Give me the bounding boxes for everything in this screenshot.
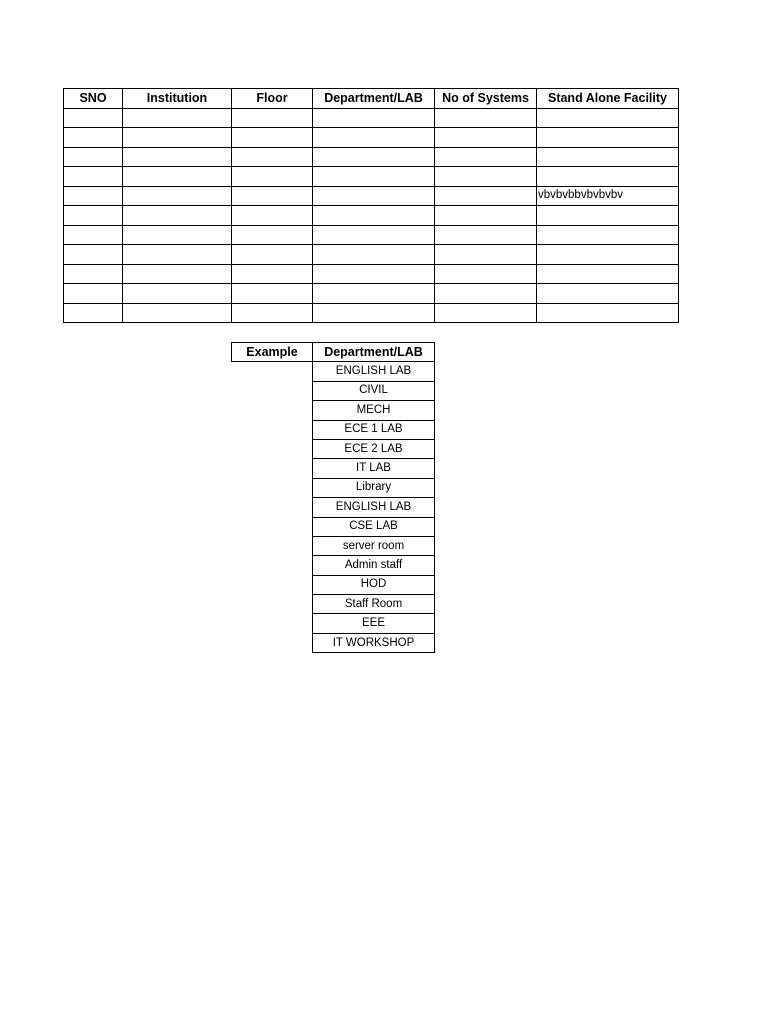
cell-department-lab[interactable] xyxy=(313,264,435,284)
cell-institution[interactable] xyxy=(123,167,232,187)
cell-no-of-systems[interactable] xyxy=(435,147,537,167)
cell-stand-alone-facility[interactable] xyxy=(537,147,679,167)
example-row xyxy=(232,498,435,517)
example-blank-cell xyxy=(232,614,313,633)
cell-floor[interactable] xyxy=(232,225,313,245)
cell-sno[interactable] xyxy=(64,245,123,265)
example-blank-cell xyxy=(232,478,313,497)
example-department-item: CSE LAB xyxy=(313,517,435,536)
cell-stand-alone-facility[interactable]: vbvbvbbvbvbvbv xyxy=(537,186,679,206)
example-blank-cell xyxy=(232,420,313,439)
example-row xyxy=(232,595,435,614)
example-row xyxy=(232,536,435,555)
cell-department-lab[interactable] xyxy=(313,108,435,128)
example-blank-cell xyxy=(232,459,313,478)
example-department-item: MECH xyxy=(313,401,435,420)
example-row xyxy=(232,381,435,400)
example-department-item: ECE 2 LAB xyxy=(313,439,435,458)
table-row xyxy=(64,225,679,245)
cell-department-lab[interactable] xyxy=(313,225,435,245)
cell-sno[interactable] xyxy=(64,108,123,128)
cell-institution[interactable] xyxy=(123,147,232,167)
cell-department-lab[interactable] xyxy=(313,303,435,323)
cell-department-lab[interactable] xyxy=(313,128,435,148)
example-department-item: ENGLISH LAB xyxy=(313,498,435,517)
example-department-item: HOD xyxy=(313,575,435,594)
example-row xyxy=(232,478,435,497)
cell-institution[interactable] xyxy=(123,108,232,128)
cell-stand-alone-facility[interactable] xyxy=(537,206,679,226)
cell-sno[interactable] xyxy=(64,284,123,304)
example-department-item: Library xyxy=(313,478,435,497)
cell-floor[interactable] xyxy=(232,147,313,167)
cell-floor[interactable] xyxy=(232,108,313,128)
cell-floor[interactable] xyxy=(232,186,313,206)
cell-institution[interactable] xyxy=(123,128,232,148)
cell-no-of-systems[interactable] xyxy=(435,264,537,284)
cell-institution[interactable] xyxy=(123,284,232,304)
example-department-item: IT LAB xyxy=(313,459,435,478)
header-floor: Floor xyxy=(232,89,313,109)
table-row xyxy=(64,264,679,284)
cell-institution[interactable] xyxy=(123,264,232,284)
example-row xyxy=(232,517,435,536)
cell-institution[interactable] xyxy=(123,245,232,265)
cell-no-of-systems[interactable] xyxy=(435,108,537,128)
cell-sno[interactable] xyxy=(64,206,123,226)
example-blank-cell xyxy=(232,556,313,575)
example-row xyxy=(232,556,435,575)
example-department-item: Admin staff xyxy=(313,556,435,575)
cell-department-lab[interactable] xyxy=(313,245,435,265)
cell-sno[interactable] xyxy=(64,264,123,284)
table-row xyxy=(64,167,679,187)
example-blank-cell xyxy=(232,439,313,458)
cell-department-lab[interactable] xyxy=(313,186,435,206)
example-row xyxy=(232,401,435,420)
example-row xyxy=(232,439,435,458)
cell-sno[interactable] xyxy=(64,167,123,187)
cell-sno[interactable] xyxy=(64,186,123,206)
table-row xyxy=(64,206,679,226)
example-blank-cell xyxy=(232,362,313,381)
cell-sno[interactable] xyxy=(64,225,123,245)
table-row xyxy=(64,245,679,265)
example-department-header: Department/LAB xyxy=(313,343,435,362)
cell-institution[interactable] xyxy=(123,225,232,245)
header-no-of-systems: No of Systems xyxy=(435,89,537,109)
cell-no-of-systems[interactable] xyxy=(435,303,537,323)
table-row xyxy=(64,186,679,206)
cell-no-of-systems[interactable] xyxy=(435,186,537,206)
cell-stand-alone-facility[interactable] xyxy=(537,167,679,187)
cell-no-of-systems[interactable] xyxy=(435,167,537,187)
example-department-item: ENGLISH LAB xyxy=(313,362,435,381)
cell-stand-alone-facility[interactable] xyxy=(537,245,679,265)
cell-stand-alone-facility[interactable] xyxy=(537,284,679,304)
example-department-item: CIVIL xyxy=(313,381,435,400)
cell-institution[interactable] xyxy=(123,303,232,323)
cell-no-of-systems[interactable] xyxy=(435,245,537,265)
table-row xyxy=(64,128,679,148)
example-row xyxy=(232,633,435,652)
example-department-item: ECE 1 LAB xyxy=(313,420,435,439)
cell-floor[interactable] xyxy=(232,245,313,265)
cell-no-of-systems[interactable] xyxy=(435,284,537,304)
cell-institution[interactable] xyxy=(123,186,232,206)
cell-stand-alone-facility[interactable] xyxy=(537,264,679,284)
header-stand-alone-facility: Stand Alone Facility xyxy=(537,89,679,109)
example-row xyxy=(232,362,435,381)
table-header-row xyxy=(64,89,679,109)
example-blank-cell xyxy=(232,595,313,614)
cell-department-lab[interactable] xyxy=(313,167,435,187)
table-row xyxy=(64,147,679,167)
header-institution: Institution xyxy=(123,89,232,109)
cell-floor[interactable] xyxy=(232,128,313,148)
example-blank-cell xyxy=(232,536,313,555)
cell-stand-alone-facility[interactable] xyxy=(537,225,679,245)
example-blank-cell xyxy=(232,633,313,652)
header-sno: SNO xyxy=(64,89,123,109)
cell-floor[interactable] xyxy=(232,284,313,304)
cell-floor[interactable] xyxy=(232,303,313,323)
example-blank-cell xyxy=(232,575,313,594)
cell-stand-alone-facility[interactable] xyxy=(537,108,679,128)
cell-floor[interactable] xyxy=(232,167,313,187)
example-department-item: EEE xyxy=(313,614,435,633)
cell-no-of-systems[interactable] xyxy=(435,128,537,148)
header-department-lab: Department/LAB xyxy=(313,89,435,109)
cell-floor[interactable] xyxy=(232,264,313,284)
example-table xyxy=(231,342,435,653)
example-department-item: Staff Room xyxy=(313,595,435,614)
table-row xyxy=(64,108,679,128)
example-label: Example xyxy=(232,343,313,362)
cell-stand-alone-facility[interactable] xyxy=(537,303,679,323)
cell-no-of-systems[interactable] xyxy=(435,206,537,226)
example-blank-cell xyxy=(232,401,313,420)
cell-department-lab[interactable] xyxy=(313,284,435,304)
cell-floor[interactable] xyxy=(232,206,313,226)
cell-sno[interactable] xyxy=(64,303,123,323)
example-header-row xyxy=(232,343,435,362)
cell-department-lab[interactable] xyxy=(313,206,435,226)
cell-stand-alone-facility[interactable] xyxy=(537,128,679,148)
cell-institution[interactable] xyxy=(123,206,232,226)
cell-department-lab[interactable] xyxy=(313,147,435,167)
example-row xyxy=(232,420,435,439)
example-blank-cell xyxy=(232,381,313,400)
cell-no-of-systems[interactable] xyxy=(435,225,537,245)
table-row xyxy=(64,303,679,323)
example-department-item: server room xyxy=(313,536,435,555)
example-department-item: IT WORKSHOP xyxy=(313,633,435,652)
example-blank-cell xyxy=(232,498,313,517)
example-row xyxy=(232,459,435,478)
cell-sno[interactable] xyxy=(64,128,123,148)
cell-sno[interactable] xyxy=(64,147,123,167)
example-row xyxy=(232,575,435,594)
table-row xyxy=(64,284,679,304)
example-blank-cell xyxy=(232,517,313,536)
example-row xyxy=(232,614,435,633)
facility-table xyxy=(63,88,679,323)
